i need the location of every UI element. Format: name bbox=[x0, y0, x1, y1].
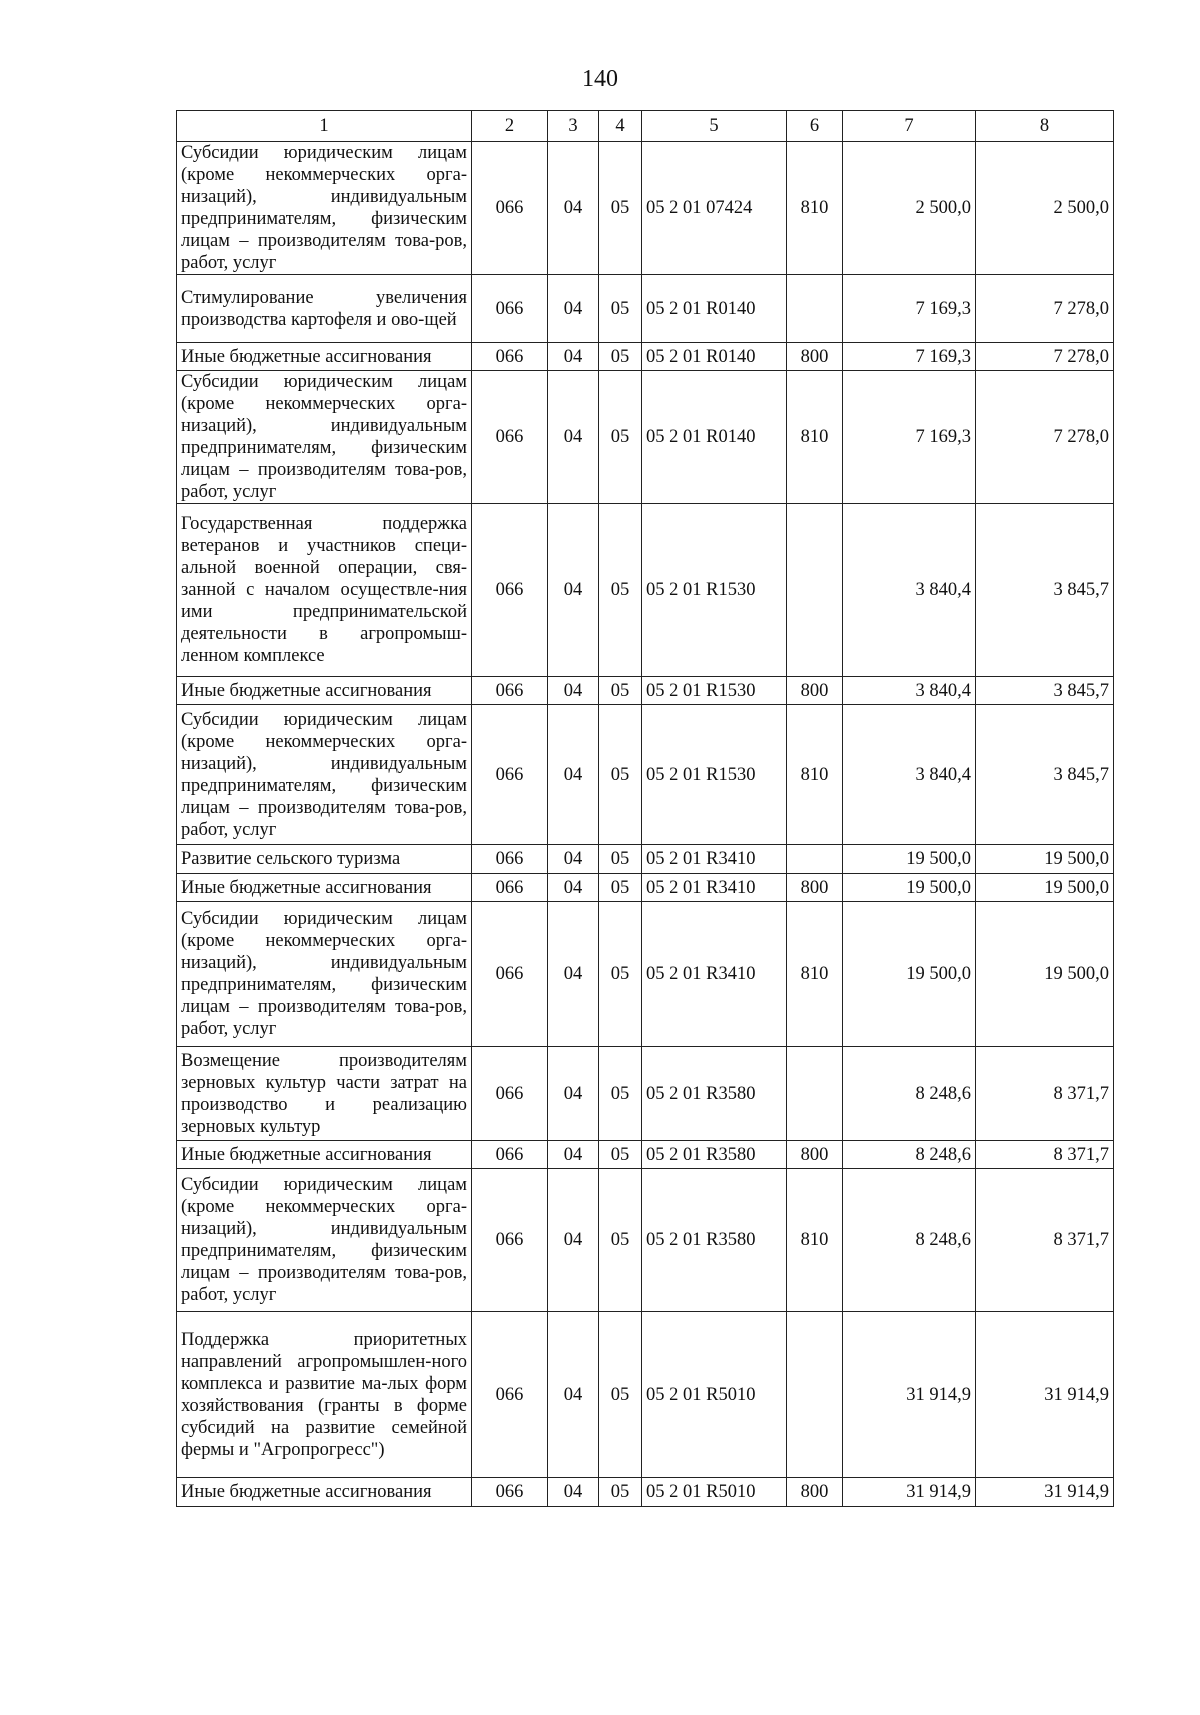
expense-type-code: 810 bbox=[787, 142, 843, 275]
ministry-code: 066 bbox=[472, 902, 548, 1047]
header-row bbox=[177, 111, 1114, 142]
amount-col7: 19 500,0 bbox=[843, 874, 976, 902]
section-code: 04 bbox=[548, 371, 599, 504]
expense-type-code: 800 bbox=[787, 677, 843, 705]
section-code: 04 bbox=[548, 1169, 599, 1312]
expense-type-code bbox=[787, 1047, 843, 1141]
column-header: 5 bbox=[642, 111, 787, 142]
amount-col8: 19 500,0 bbox=[976, 845, 1114, 874]
target-article-code: 05 2 01 R3580 bbox=[642, 1169, 787, 1312]
item-name: Субсидии юридическим лицам (кроме некоммерческих орга-низаций), индивидуальным предпринимателям, физическим лицам – производителям това-ров, работ, услуг bbox=[177, 371, 472, 504]
target-article-code: 05 2 01 R1530 bbox=[642, 504, 787, 677]
item-name: Иные бюджетные ассигнования bbox=[177, 343, 472, 371]
subsection-code: 05 bbox=[599, 504, 642, 677]
amount-col8: 3 845,7 bbox=[976, 705, 1114, 845]
subsection-code: 05 bbox=[599, 845, 642, 874]
table-row bbox=[177, 504, 1114, 677]
table-row bbox=[177, 1312, 1114, 1478]
amount-col7: 3 840,4 bbox=[843, 504, 976, 677]
amount-col7: 8 248,6 bbox=[843, 1047, 976, 1141]
amount-col7: 3 840,4 bbox=[843, 705, 976, 845]
table-row bbox=[177, 142, 1114, 275]
target-article-code: 05 2 01 R0140 bbox=[642, 371, 787, 504]
section-code: 04 bbox=[548, 705, 599, 845]
amount-col8: 31 914,9 bbox=[976, 1312, 1114, 1478]
subsection-code: 05 bbox=[599, 1169, 642, 1312]
amount-col7: 31 914,9 bbox=[843, 1312, 976, 1478]
expense-type-code: 800 bbox=[787, 343, 843, 371]
amount-col7: 2 500,0 bbox=[843, 142, 976, 275]
expense-type-code bbox=[787, 275, 843, 343]
target-article-code: 05 2 01 R0140 bbox=[642, 275, 787, 343]
page-number: 140 bbox=[582, 66, 618, 92]
ministry-code: 066 bbox=[472, 677, 548, 705]
expense-type-code: 800 bbox=[787, 1141, 843, 1169]
column-header: 7 bbox=[843, 111, 976, 142]
item-name: Субсидии юридическим лицам (кроме некоммерческих орга-низаций), индивидуальным предпринимателям, физическим лицам – производителям това-ров, работ, услуг bbox=[177, 705, 472, 845]
table-row bbox=[177, 1169, 1114, 1312]
section-code: 04 bbox=[548, 504, 599, 677]
amount-col8: 2 500,0 bbox=[976, 142, 1114, 275]
column-header: 4 bbox=[599, 111, 642, 142]
amount-col7: 8 248,6 bbox=[843, 1169, 976, 1312]
section-code: 04 bbox=[548, 142, 599, 275]
target-article-code: 05 2 01 R1530 bbox=[642, 705, 787, 845]
section-code: 04 bbox=[548, 874, 599, 902]
ministry-code: 066 bbox=[472, 1312, 548, 1478]
amount-col7: 7 169,3 bbox=[843, 371, 976, 504]
amount-col7: 19 500,0 bbox=[843, 845, 976, 874]
amount-col7: 19 500,0 bbox=[843, 902, 976, 1047]
subsection-code: 05 bbox=[599, 1312, 642, 1478]
budget-table bbox=[176, 110, 1114, 1507]
amount-col7: 31 914,9 bbox=[843, 1478, 976, 1507]
target-article-code: 05 2 01 R0140 bbox=[642, 343, 787, 371]
item-name: Иные бюджетные ассигнования bbox=[177, 677, 472, 705]
column-header: 6 bbox=[787, 111, 843, 142]
amount-col8: 3 845,7 bbox=[976, 677, 1114, 705]
amount-col7: 8 248,6 bbox=[843, 1141, 976, 1169]
amount-col7: 3 840,4 bbox=[843, 677, 976, 705]
subsection-code: 05 bbox=[599, 142, 642, 275]
section-code: 04 bbox=[548, 1047, 599, 1141]
subsection-code: 05 bbox=[599, 1141, 642, 1169]
target-article-code: 05 2 01 R1530 bbox=[642, 677, 787, 705]
table-row bbox=[177, 1478, 1114, 1507]
expense-type-code bbox=[787, 504, 843, 677]
item-name: Государственная поддержка ветеранов и участников специ-альной военной операции, свя-занной с началом осуществле-ния ими предпринимательской деятельности в агропромыш-ленном комплексе bbox=[177, 504, 472, 677]
ministry-code: 066 bbox=[472, 142, 548, 275]
item-name: Иные бюджетные ассигнования bbox=[177, 1478, 472, 1507]
table-row bbox=[177, 705, 1114, 845]
section-code: 04 bbox=[548, 1141, 599, 1169]
subsection-code: 05 bbox=[599, 874, 642, 902]
item-name: Возмещение производителям зерновых культур части затрат на производство и реализацию зерновых культур bbox=[177, 1047, 472, 1141]
subsection-code: 05 bbox=[599, 275, 642, 343]
amount-col8: 19 500,0 bbox=[976, 902, 1114, 1047]
expense-type-code: 800 bbox=[787, 874, 843, 902]
table-row bbox=[177, 845, 1114, 874]
ministry-code: 066 bbox=[472, 504, 548, 677]
table-row bbox=[177, 275, 1114, 343]
amount-col8: 7 278,0 bbox=[976, 275, 1114, 343]
ministry-code: 066 bbox=[472, 1047, 548, 1141]
amount-col8: 7 278,0 bbox=[976, 343, 1114, 371]
table-row bbox=[177, 371, 1114, 504]
ministry-code: 066 bbox=[472, 343, 548, 371]
ministry-code: 066 bbox=[472, 1478, 548, 1507]
table-row bbox=[177, 1141, 1114, 1169]
amount-col7: 7 169,3 bbox=[843, 343, 976, 371]
subsection-code: 05 bbox=[599, 1478, 642, 1507]
ministry-code: 066 bbox=[472, 1169, 548, 1312]
table-row bbox=[177, 677, 1114, 705]
subsection-code: 05 bbox=[599, 1047, 642, 1141]
item-name: Стимулирование увеличения производства картофеля и ово-щей bbox=[177, 275, 472, 343]
section-code: 04 bbox=[548, 677, 599, 705]
expense-type-code: 810 bbox=[787, 371, 843, 504]
column-header: 2 bbox=[472, 111, 548, 142]
ministry-code: 066 bbox=[472, 1141, 548, 1169]
ministry-code: 066 bbox=[472, 275, 548, 343]
amount-col8: 3 845,7 bbox=[976, 504, 1114, 677]
item-name: Субсидии юридическим лицам (кроме некоммерческих орга-низаций), индивидуальным предпринимателям, физическим лицам – производителям това-ров, работ, услуг bbox=[177, 142, 472, 275]
item-name: Развитие сельского туризма bbox=[177, 845, 472, 874]
expense-type-code: 800 bbox=[787, 1478, 843, 1507]
subsection-code: 05 bbox=[599, 343, 642, 371]
column-header: 3 bbox=[548, 111, 599, 142]
subsection-code: 05 bbox=[599, 677, 642, 705]
amount-col7: 7 169,3 bbox=[843, 275, 976, 343]
target-article-code: 05 2 01 R5010 bbox=[642, 1312, 787, 1478]
target-article-code: 05 2 01 R3580 bbox=[642, 1047, 787, 1141]
expense-type-code: 810 bbox=[787, 705, 843, 845]
column-header: 1 bbox=[177, 111, 472, 142]
target-article-code: 05 2 01 R3410 bbox=[642, 902, 787, 1047]
ministry-code: 066 bbox=[472, 845, 548, 874]
section-code: 04 bbox=[548, 845, 599, 874]
amount-col8: 8 371,7 bbox=[976, 1047, 1114, 1141]
item-name: Субсидии юридическим лицам (кроме некоммерческих орга-низаций), индивидуальным предпринимателям, физическим лицам – производителям това-ров, работ, услуг bbox=[177, 902, 472, 1047]
section-code: 04 bbox=[548, 275, 599, 343]
ministry-code: 066 bbox=[472, 371, 548, 504]
subsection-code: 05 bbox=[599, 371, 642, 504]
section-code: 04 bbox=[548, 343, 599, 371]
target-article-code: 05 2 01 07424 bbox=[642, 142, 787, 275]
target-article-code: 05 2 01 R3580 bbox=[642, 1141, 787, 1169]
section-code: 04 bbox=[548, 1478, 599, 1507]
amount-col8: 7 278,0 bbox=[976, 371, 1114, 504]
table-row bbox=[177, 874, 1114, 902]
expense-type-code bbox=[787, 845, 843, 874]
item-name: Субсидии юридическим лицам (кроме некоммерческих орга-низаций), индивидуальным предпринимателям, физическим лицам – производителям това-ров, работ, услуг bbox=[177, 1169, 472, 1312]
column-header: 8 bbox=[976, 111, 1114, 142]
amount-col8: 19 500,0 bbox=[976, 874, 1114, 902]
table-row bbox=[177, 902, 1114, 1047]
ministry-code: 066 bbox=[472, 874, 548, 902]
expense-type-code: 810 bbox=[787, 902, 843, 1047]
amount-col8: 31 914,9 bbox=[976, 1478, 1114, 1507]
subsection-code: 05 bbox=[599, 705, 642, 845]
ministry-code: 066 bbox=[472, 705, 548, 845]
item-name: Иные бюджетные ассигнования bbox=[177, 874, 472, 902]
target-article-code: 05 2 01 R3410 bbox=[642, 874, 787, 902]
table-row bbox=[177, 1047, 1114, 1141]
target-article-code: 05 2 01 R5010 bbox=[642, 1478, 787, 1507]
subsection-code: 05 bbox=[599, 902, 642, 1047]
section-code: 04 bbox=[548, 902, 599, 1047]
expense-type-code: 810 bbox=[787, 1169, 843, 1312]
section-code: 04 bbox=[548, 1312, 599, 1478]
amount-col8: 8 371,7 bbox=[976, 1169, 1114, 1312]
expense-type-code bbox=[787, 1312, 843, 1478]
item-name: Иные бюджетные ассигнования bbox=[177, 1141, 472, 1169]
item-name: Поддержка приоритетных направлений агропромышлен-ного комплекса и развитие ма-лых форм хозяйствования (гранты в форме субсидий на развитие семейной фермы и "Агропрогресс") bbox=[177, 1312, 472, 1478]
table-row bbox=[177, 343, 1114, 371]
amount-col8: 8 371,7 bbox=[976, 1141, 1114, 1169]
target-article-code: 05 2 01 R3410 bbox=[642, 845, 787, 874]
